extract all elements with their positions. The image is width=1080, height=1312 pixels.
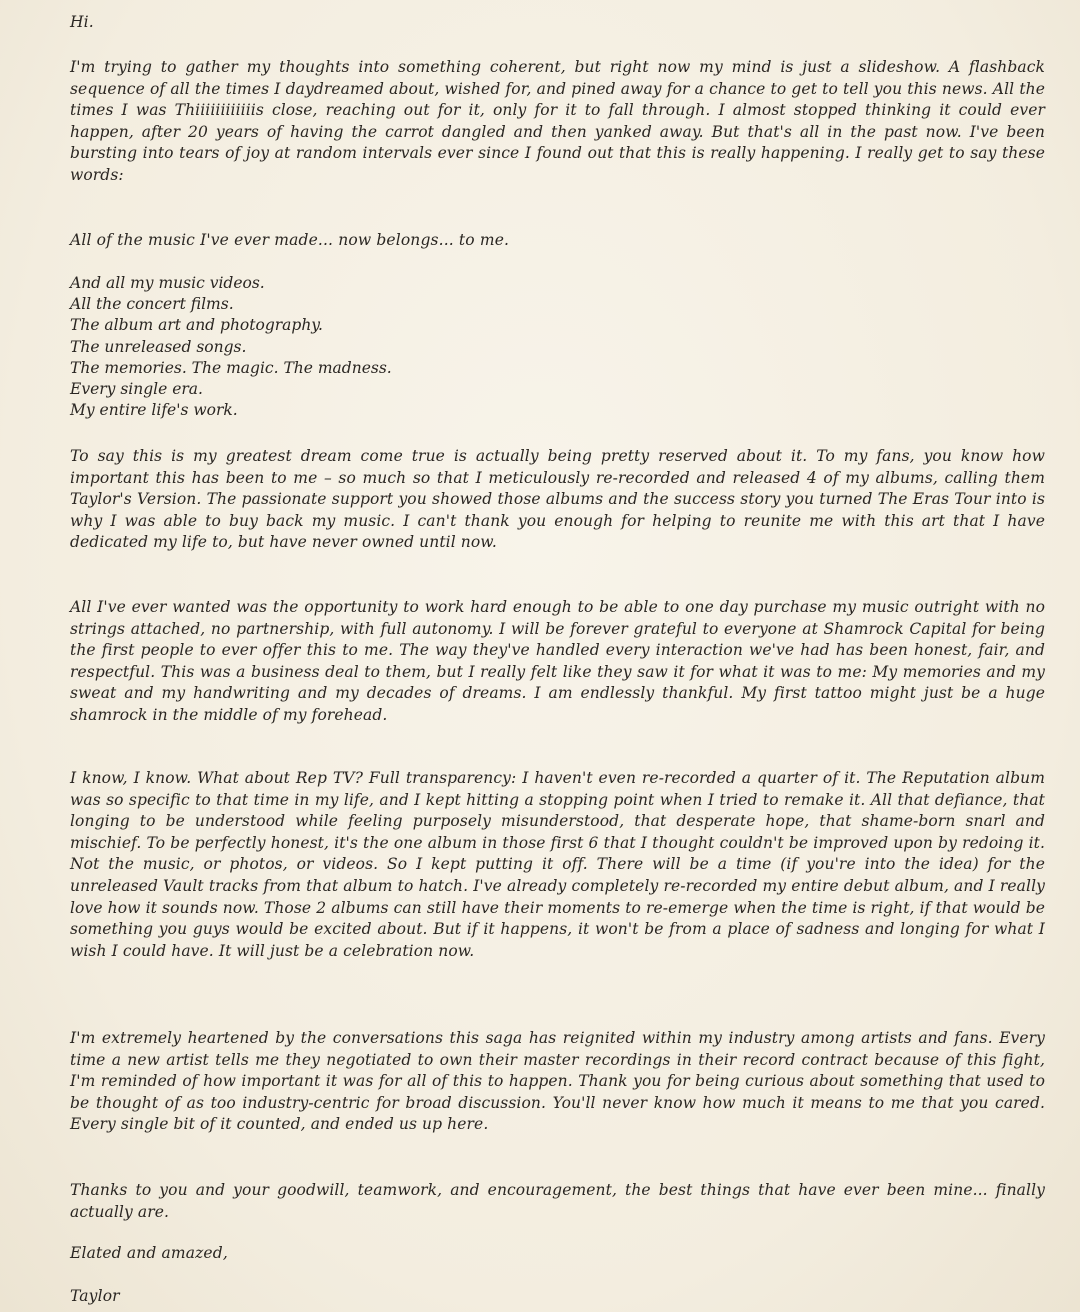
closing: Elated and amazed, [70,1244,228,1262]
paragraph-shamrock: All I've ever wanted was the opportunity to work hard enough to be able to one day purchase my music outright with no strings attached, no partnership, with full autonomy. I will be forever grateful to everyone at Shamrock Capital for being the first people to ever offer this to me. The way they've handled every interaction we've had has been honest, fair, and respectful. This was a business deal to them, but I really felt like they saw it for what it was to me: My memories and my sweat and my handwriting and my decades of dreams. I am endlessly thankful. My first tattoo might just be a huge shamrock in the middle of my forehead. [70,598,1045,724]
owned-items-list [70,273,670,421]
paragraph-rep-tv: I know, I know. What about Rep TV? Full transparency: I haven't even re-recorded a quarter of it. The Reputation album was so specific to that time in my life, and I kept hitting a stopping point when I tried to remake it. All that defiance, that longing to be understood while feeling purposely misunderstood, that desperate hope, that shame-born snarl and mischief. To be perfectly honest, it's the one album in those first 6 that I thought couldn't be improved upon by redoing it. Not the music, or photos, or videos. So I kept putting it off. There will be a time (if you're into the idea) for the unreleased Vault tracks from that album to hatch. I've already completely re-recorded my entire debut album, and I really love how it sounds now. Those 2 albums can still have their moments to re-emerge when the time is right, if that would be something you guys would be excited about. But if it happens, it won't be from a place of sadness and longing for what I wish I could have. It will just be a celebration now. [70,769,1045,960]
list-item: The album art and photography. [70,316,323,335]
list-item: All the concert films. [70,295,234,314]
paragraph-thanks: Thanks to you and your goodwill, teamwork, and encouragement, the best things that have ever been mine... finally actually are. [70,1181,1045,1221]
signature: Taylor [70,1287,120,1305]
paragraph-intro: I'm trying to gather my thoughts into something coherent, but right now my mind is just a slideshow. A flashback sequence of all the times I daydreamed about, wished for, and pined away for a chance to get to tell you this news. All the times I was Thiiiiiiiiiiiis close, reaching out for it, only for it to fall through. I almost stopped thinking it could ever happen, after 20 years of having the carrot dangled and then yanked away. But that's all in the past now. I've been bursting into tears of joy at random intervals ever since I found out that this is really happening. I really get to say these words: [70,58,1045,184]
list-item: My entire life's work. [70,401,238,420]
list-item: The unreleased songs. [70,337,247,356]
greeting: Hi. [70,13,94,31]
list-item: And all my music videos. [70,274,265,292]
list-item: Every single era. [70,380,203,399]
paragraph-industry: I'm extremely heartened by the conversations this saga has reignited within my industry among artists and fans. Every time a new artist tells me they negotiated to own their master recordings in their record contract because of this fight, I'm reminded of how important it was for all of this to happen. Thank you for being curious about something that used to be thought of as too industry-centric for broad discussion. You'll never know how much it means to me that you cared. Every single bit of it counted, and ended us up here. [70,1029,1045,1134]
list-item: The memories. The magic. The madness. [70,358,392,377]
paragraph-ownership: All of the music I've ever made... now belongs... to me. [70,231,510,249]
paragraph-dream: To say this is my greatest dream come true is actually being pretty reserved about it. To my fans, you know how important this has been to me – so much so that I meticulously re-recorded and released 4 of my albums, calling them Taylor's Version. The passionate support you showed those albums and the success story you turned The Eras Tour into is why I was able to buy back my music. I can't thank you enough for helping to reunite me with this art that I have dedicated my life to, but have never owned until now. [70,447,1045,552]
